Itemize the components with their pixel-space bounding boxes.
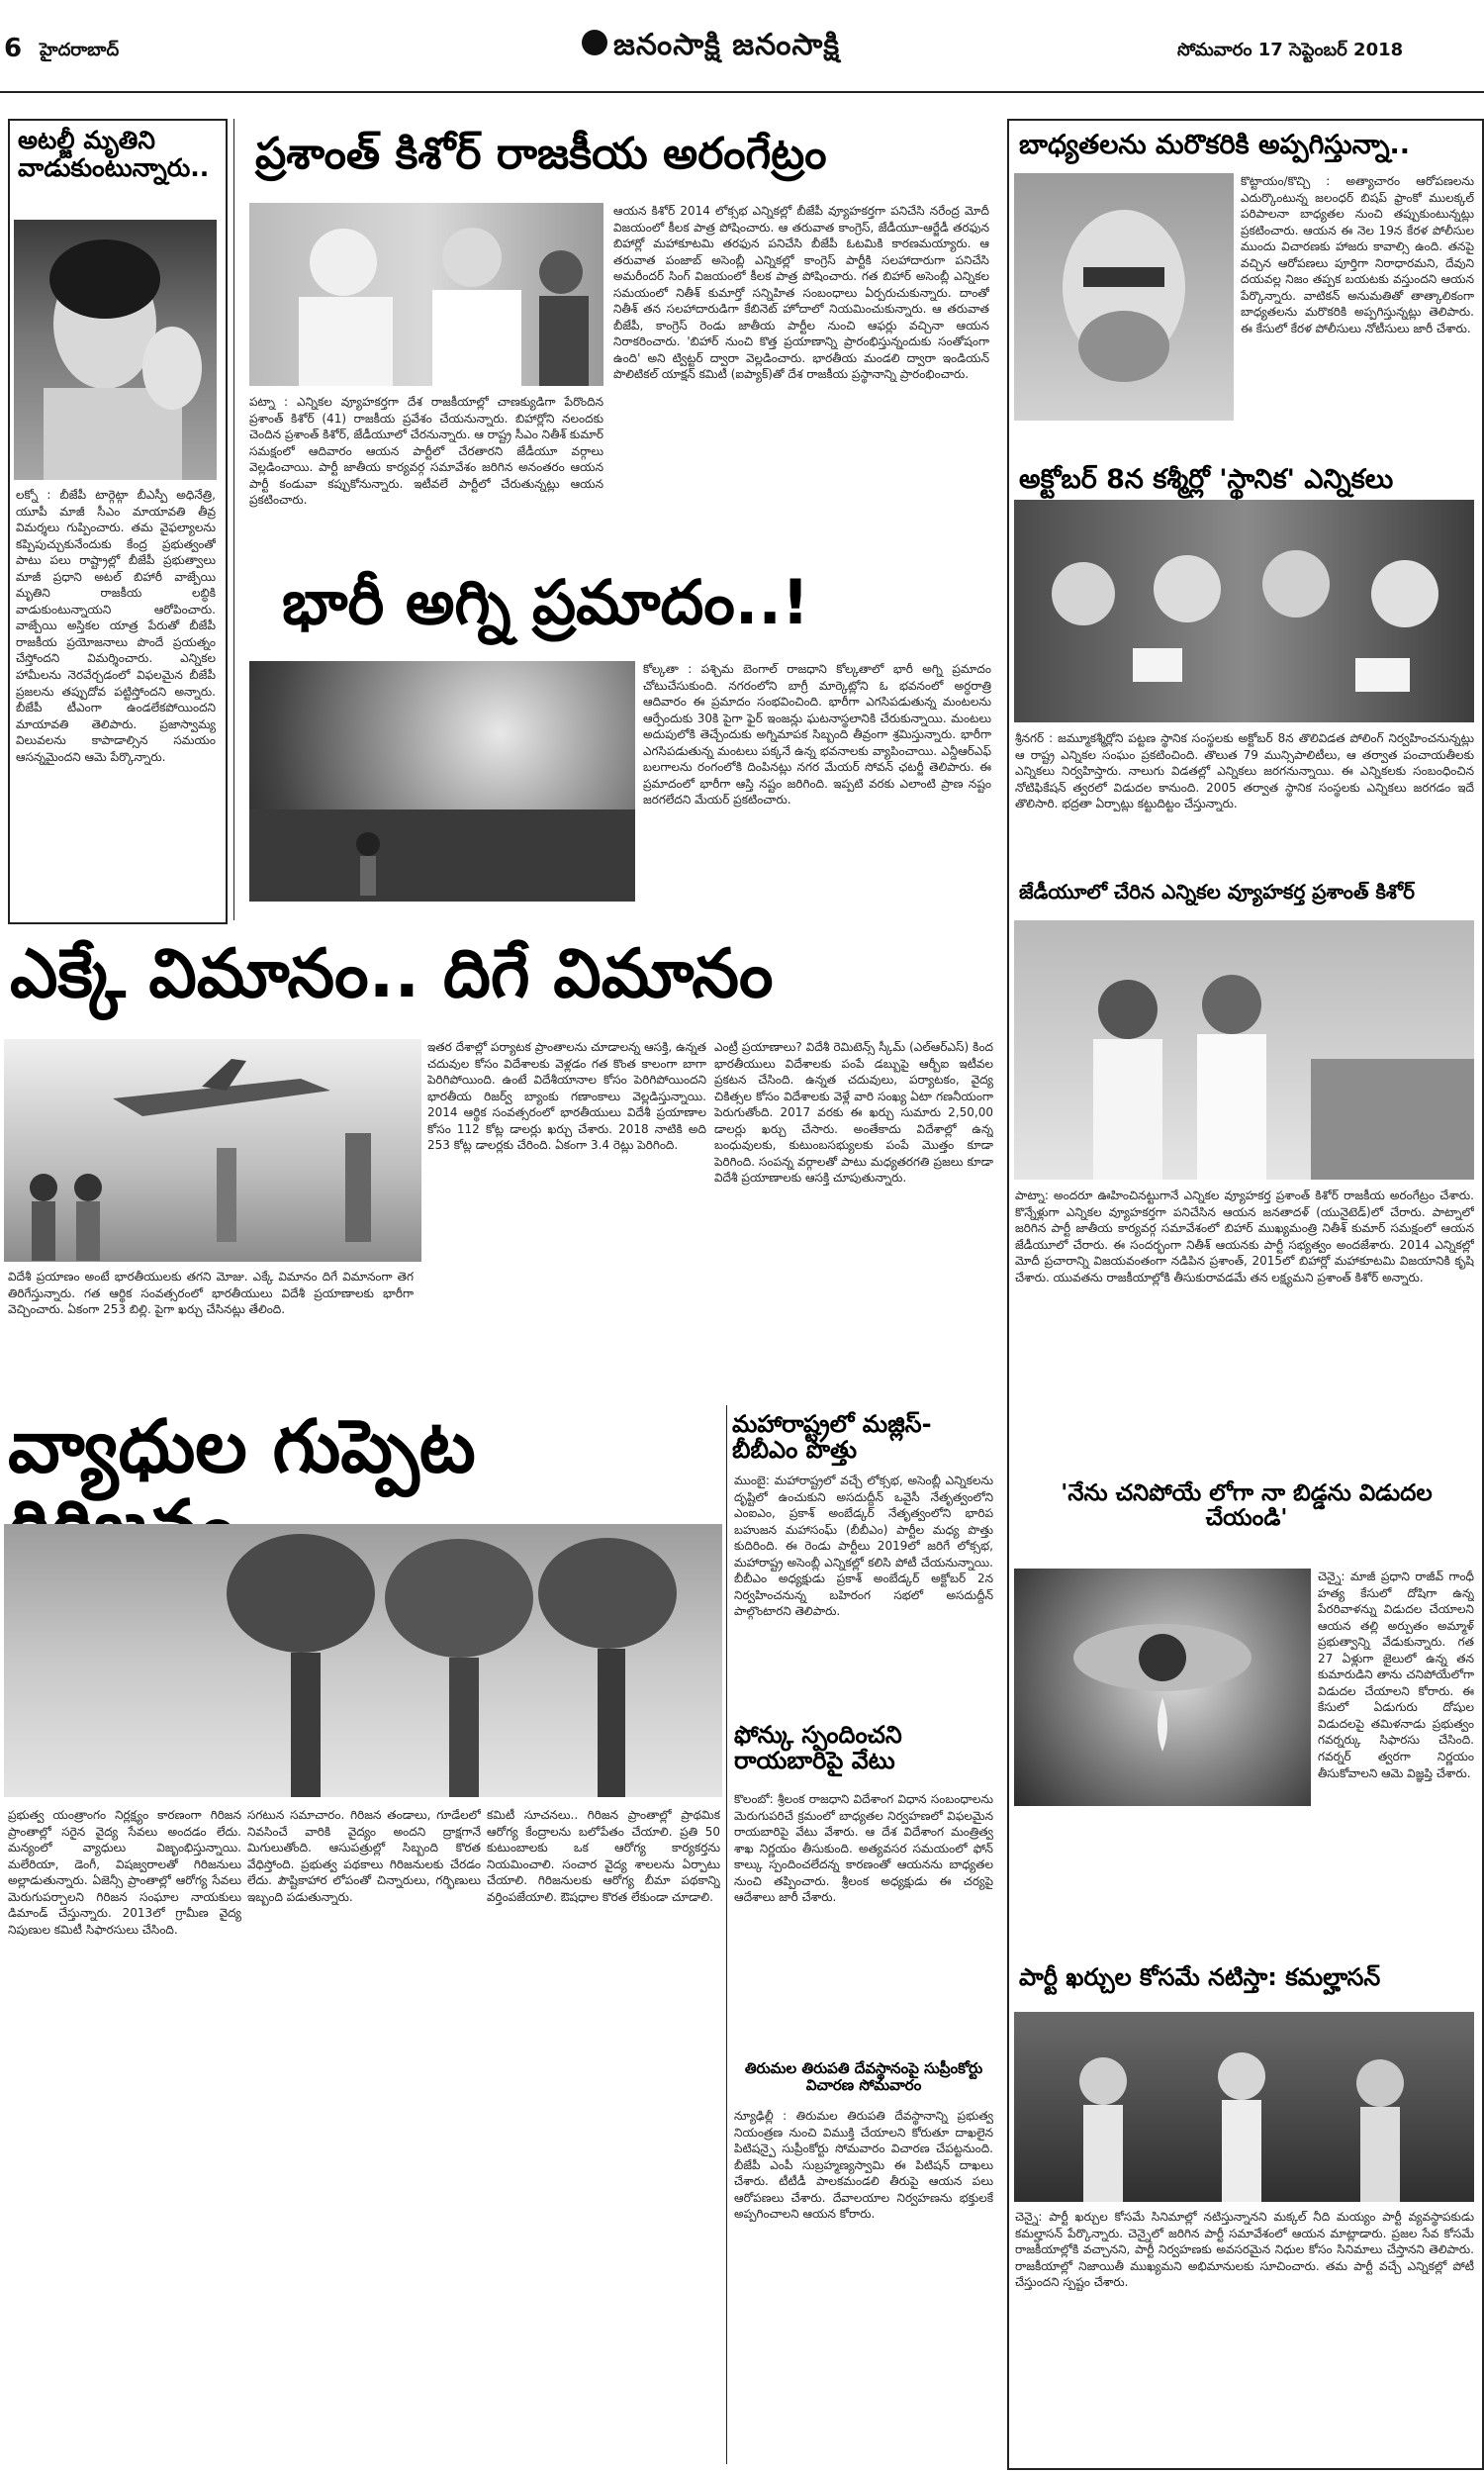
story-kashmir-headline: అక్టోబర్ 8న కశ్మీర్లో 'స్థానిక' ఎన్నికలు (1019, 464, 1394, 495)
story-kamal-body: చెన్నై: పార్టీ ఖర్చుల కోసమే సినిమాల్లో నటిస్తున్నానని మక్కల్ నీది మయ్యం పార్టీ వ్యవస్థాపకుడు కమల్హాసన్ పేర్కొన్నారు. చెన్నైలో జరిగిన పార్టీ సమావేశంలో ఆయన మాట్లాడారు. ప్రజల సేవ కోసమే రాజకీయాల్లోకి వచ్చానని, పార్టీ నిర్వహణకు అవసరమైన నిధుల కోసం సినిమాలు చేస్తానని తెలిపారు. రాజకీయాల్లో నిజాయితీ ముఖ్యమని అభిమానులకు సూచించారు. తమ పార్టీ వచ్చే ఎన్నికల్లో పోటీ చేస్తుందని స్పష్టం చేశారు. (1015, 2210, 1474, 2290)
story-fire-headline: భారీ అగ్ని ప్రమాదం..! (282, 566, 810, 638)
column-rule (726, 1405, 727, 2464)
story-kamal-photo (1014, 2012, 1474, 2202)
story-prashant-body-left: పట్నా : ఎన్నికల వ్యూహకర్తగా దేశ రాజకీయాల్లో చాణక్యుడిగా పేరొందిన ప్రశాంత్ కిశోర్ (41) రాజకీయ ప్రవేశం చేయనున్నారు. బిహార్లోని నలందకు చెందిన ప్రశాంత్ కిశోర్, జేడీయూలో చేరనున్నారు. ఆ రాష్ట్ర సీఎం నితీశ్ కుమార్ సమక్షంలో ఆదివారం ఆయన పార్టీలో చేరతారని జేడీయూ వర్గాలు వెల్లడించాయి. పార్టీ జాతీయ కార్యవర్గ సమావేశం జరిగిన అనంతరం ఆయన పార్టీ కండువా కప్పుకోనున్నారు. ఇటీవలే పార్టీలో చేరుతున్నట్లు ఆయన ప్రకటించారు. (249, 395, 603, 508)
teardrop-eye-icon (1014, 1569, 1311, 1806)
story-phone-headline: ఫోన్కు స్పందించని రాయబారిపై వేటు (734, 1721, 902, 1775)
portrait-bishop-icon (1014, 173, 1234, 421)
story-fire-photo (249, 661, 635, 902)
masthead-logo-icon (582, 30, 607, 55)
story-tribal-photo (4, 1524, 722, 1797)
story-maharashtra-headline: మహారాష్ట్రలో మజ్లిస్-బీబీఎం పొత్తు (732, 1410, 932, 1465)
story-atal-headline: అటల్జీ మృతిని వాడుకుంటున్నారు.. (18, 126, 210, 182)
story-bishop-photo (1014, 173, 1234, 421)
leaders-photo-icon (249, 203, 603, 386)
masthead-title: జనంసాక్షి జనంసాక్షి (613, 28, 841, 62)
firewood-bundles-icon (4, 1524, 722, 1797)
edition-city: హైదరాబాద్ (40, 40, 120, 60)
story-fire-body: కోల్కతా : పశ్చిమ బెంగాల్ రాజధాని కోల్కతాలో భారీ అగ్ని ప్రమాదం చోటుచేసుకుంది. నగరంలోని బాగ్రీ మార్కెట్లోని ఓ భవనంలో అర్ధరాత్రి ఆదివారం ఈ ప్రమాదం సంభవించింది. భారీగా ఎగసిపడుతున్న మంటలను ఆర్పేందుకు 30కి పైగా ఫైర్ ఇంజన్లు ఘటనాస్థలానికి చేరుకున్నాయి. మంటలు అదుపులోకి తెచ్చేందుకు అగ్నిమాపక సిబ్బంది తీవ్రంగా శ్రమిస్తున్నారు. భారీగా ఎగసిపడుతున్న మంటలు పక్కనే ఉన్న భవనాలకు వ్యాపించాయి. ఎన్డీఆర్ఎఫ్ బలగాలను రంగంలోకి దింపినట్లు నగర మేయర్ సోవన్ ఛటర్జీ తెలిపారు. ఈ ప్రమాదంలో భారీగా ఆస్తి నష్టం జరిగింది. ఇప్పటి వరకు ఎలాంటి ప్రాణ నష్టం జరగలేదని మేయర్ ప్రకటించారు. (643, 662, 991, 808)
column-rule (233, 119, 234, 920)
page-number: 6 (4, 34, 23, 63)
story-prashant-photo (249, 203, 603, 386)
fire-smoke-icon (249, 661, 635, 902)
story-tribal-body-col1: ప్రభుత్వ యంత్రాంగం నిర్లక్ష్యం కారణంగా గిరిజన ప్రాంతాల్లో సరైన వైద్య సేవలు అందడం లేదు. మన్యంలో వ్యాధులు విజృంభిస్తున్నాయి. మలేరియా, డెంగీ, విషజ్వరాలతో గిరిజనులు అల్లాడుతున్నారు. ఏజెన్సీ ప్రాంతాల్లో ఆరోగ్య సేవలు మెరుగుపర్చాలని గిరిజన సంఘాల నాయకులు డిమాండ్ చేస్తున్నారు. 2013లో గ్రామీణ వైద్య నిపుణుల కమిటీ సిఫారసులు చేసింది. (8, 1808, 241, 1937)
story-prashant-body-right: ఆయన కిశోర్ 2014 లోక్సభ ఎన్నికల్లో బీజేపీ వ్యూహకర్తగా పనిచేసి నరేంద్ర మోదీ విజయంలో కీలక పాత్ర పోషించారు. ఆ తరువాత కాంగ్రెస్, జేడీయూ-ఆర్జేడీ తరఫున బిహార్లో మహాకూటమి తరఫున పనిచేసి బీజేపీ ఓటమికి కారణమయ్యారు. ఆ తరువాత పంజాబ్ అసెంబ్లీ ఎన్నికల్లో కాంగ్రెస్ పార్టీకి సలహాదారుగా పనిచేసి అమరీందర్ సింగ్ విజయంలో కీలక పాత్ర పోషించారు. గత బిహార్ అసెంబ్లీ ఎన్నికల సమయంలో నితీశ్ కుమార్తో సన్నిహిత సంబంధాలు ఏర్పరుచుకున్నారు. దాంతో నితీశ్ తన సలహాదారుడిగా కేబినెట్ హోదాలో నియమించుకున్నారు. ఆ తరువాత బీజేపీ, కాంగ్రెస్ రెండు జాతీయ పార్టీల నుంచి ఆఫర్లు వచ్చినా ఆయన నిరాకరించారు. 'బిహార్ నుంచి కొత్త ప్రయాణాన్ని ప్రారంభిస్తున్నందుకు సంతోషంగా ఉంది' అని ట్విట్టర్ ద్వారా వెల్లడించారు. భారతీయ మండలి ద్వారా ఇండియన్ పొలిటికల్ యాక్షన్ కమిటీ (ఐప్యాక్)తో దేశ రాజకీయ ప్రస్థానాన్ని ప్రారంభించారు. (613, 204, 989, 382)
story-rajiv-photo (1014, 1569, 1311, 1806)
story-rajiv-headline: 'నేను చనిపోయే లోగా నా బిడ్డను విడుదల చేయండి' (1061, 1480, 1433, 1532)
story-tribal-headline: వ్యాధుల గుప్పెట (8, 1404, 476, 1489)
story-plane-photo (4, 1039, 421, 1262)
story-jdu-photo (1014, 920, 1474, 1180)
story-plane-body-col3: ఎంట్రీ ప్రయాణాలు? విదేశీ రెమిటెన్స్ స్కీమ్ (ఎల్ఆర్ఎస్) కింద భారతీయులు విదేశాలకు పంపే డబ్బుపై ఆర్బీఐ ఇటీవల ప్రకటన చేసింది. ఉన్నత చదువులు, పర్యాటకం, వైద్య చికిత్సల కోసం విదేశాలకు వెళ్లే వారి సంఖ్య ఏటా గణనీయంగా పెరుగుతోంది. 2017 వరకు ఈ ఖర్చు సుమారు 2,50,00 డాలర్లు ఖర్చు చేసారు. అంతేకాదు విదేశాల్లో ఉన్న బంధువులకు, కుటుంబసభ్యులకు పంపే మొత్తం కూడా పెరిగింది. సంపన్న వర్గాలతో పాటు మధ్యతరగతి ప్రజలు కూడా విదేశీ ప్రయాణాలకు ఆసక్తి చూపుతున్నారు. (714, 1040, 993, 1186)
travel-collage-icon (4, 1039, 421, 1262)
story-kamal-headline: పార్టీ ఖర్చుల కోసమే నటిస్తా: కమల్హాసన్ (1019, 1963, 1381, 1991)
story-bishop-headline: బాధ్యతలను మరొకరికి అప్పగిస్తున్నా.. (1019, 130, 1411, 160)
story-plane-body-col2: ఇతర దేశాల్లో పర్యాటక ప్రాంతాలను చూడాలన్న ఆసక్తి, ఉన్నత చదువుల కోసం విదేశాలకు వెళ్లడం గత కొంత కాలంగా బాగా పెరిగిపోయింది. ఉంటే విదేశీయానాల కోసం పెరిగిపోయిందని భారతీయ రిజర్వ్ బ్యాంకు గణాంకాలు వెల్లడిస్తున్నాయి. 2014 ఆర్థిక సంవత్సరంలో భారతీయులు విదేశీ ప్రయాణాల కోసం 112 కోట్ల డాలర్లు ఖర్చు చేశారు. 2018 నాటికి అది 253 కోట్ల డాలర్లకు చేరింది. ఏకంగా 3.4 రెట్లు పెరిగింది. (427, 1040, 706, 1153)
story-plane-body-col1: విదేశీ ప్రయాణం అంటే భారతీయులకు తగని మోజు. ఎక్కే విమానం దిగే విమానంగా తెగ తిరిగేస్తున్నారు. గత ఆర్థిక సంవత్సరంలో భారతీయులు విదేశీ ప్రయాణాలకు భారీగా వెచ్చించారు. ఏకంగా 253 బిల్లి. పైగా ఖర్చు చేసినట్లు తేలింది. (8, 1270, 414, 1317)
story-tribal-body-col3: కమిటీ సూచనలు.. గిరిజన ప్రాంతాల్లో ప్రాథమిక ఆరోగ్య కేంద్రాలను బలోపేతం చేయాలి. ప్రతి 50 కుటుంబాలకు ఒక ఆరోగ్య కార్యకర్తను నియమించాలి. సంచార వైద్య శాలలను ఏర్పాటు చేయాలి. గిరిజనులకు ఆరోగ్య బీమా పథకాన్ని వర్తింపజేయాలి. ఔషధాల కొరత లేకుండా చూడాలి. (487, 1808, 720, 1904)
story-tribal-body-col2: సగటున సమాచారం. గిరిజన తండాలు, గూడేలలో నివసించే వారికి వైద్యం అందని ద్రాక్షగానే మిగులుతోంది. ఆసుపత్రుల్లో సిబ్బంది కొరత వేధిస్తోంది. ప్రభుత్వ పథకాలు గిరిజనులకు చేరడం లేదు. పౌష్టికాహార లోపంతో చిన్నారులు, గర్భిణులు ఇబ్బంది పడుతున్నారు. (247, 1808, 481, 1904)
story-jdu-headline: జేడీయూలో చేరిన ఎన్నికల వ్యూహకర్త ప్రశాంత్ కిశోర్ (1019, 880, 1415, 904)
kamal-event-icon (1014, 2012, 1474, 2202)
story-rajiv-body: చెన్నై: మాజీ ప్రధాని రాజీవ్ గాంధీ హత్య కేసులో దోషిగా ఉన్న పేరరివాళన్ను విడుదల చేయాలని ఆయన తల్లి అర్పుతం అమ్మాళ్ ప్రభుత్వాన్ని వేడుకున్నారు. గత 27 ఏళ్లుగా జైలులో ఉన్న తన కుమారుడిని తాను చనిపోయేలోగా విడుదల చేయాలని కోరారు. ఈ కేసులో ఏడుగురు దోషుల విడుదలపై తమిళనాడు ప్రభుత్వం గవర్నర్కు సిఫారసు చేసింది. గవర్నర్ త్వరగా నిర్ణయం తీసుకోవాలని ఆమె విజ్ఞప్తి చేశారు. (1318, 1570, 1474, 1780)
jdu-event-icon (1014, 920, 1474, 1180)
story-jdu-body: పాట్నా: అందరూ ఊహించినట్టుగానే ఎన్నికల వ్యూహకర్త ప్రశాంత్ కిశోర్ రాజకీయ అరంగేట్రం చేశారు. కొన్నేళ్లుగా ఎన్నికల వ్యూహకర్తగా పనిచేసిన ఆయన జనతాదళ్ (యునైటెడ్)లో చేరారు. పాట్నాలో జరిగిన పార్టీ జాతీయ కార్యవర్గ సమావేశంలో బిహార్ ముఖ్యమంత్రి నితీశ్ కుమార్ సమక్షంలో ఆయన జేడీయూలో చేరారు. ఈ సందర్భంగా నితీశ్ ఆయనకు పార్టీ సభ్యత్వం అందజేశారు. 2014 ఎన్నికల్లో మోదీ ప్రచారాన్ని విజయవంతంగా నడిపిన ప్రశాంత్, 2015లో బిహార్లో మహాకూటమి విజయానికి కృషి చేశారు. యువతను రాజకీయాల్లోకి తీసుకురావడమే తన లక్ష్యమని ప్రశాంత్ కిశోర్ అన్నారు. (1015, 1189, 1474, 1285)
story-prashant-headline: ప్రశాంత్ కిశోర్ రాజకీయ అరంగేట్రం (255, 129, 827, 179)
story-atal-photo (14, 220, 217, 480)
story-maharashtra-body: ముంబై: మహారాష్ట్రలో వచ్చే లోక్సభ, అసెంబ్లీ ఎన్నికలను దృష్టిలో ఉంచుకుని అసదుద్దీన్ ఒవైసీ నేతృత్వంలోని ఎంఐఎం, ప్రకాశ్ అంబేడ్కర్ నేతృత్వంలోని భారిప బహుజన మహాసంఘ్ (బీబీఎం) పార్టీల మధ్య పొత్తు కుదిరింది. ఈ రెండు పార్టీలు 2019లో జరిగే లోక్సభ, మహారాష్ట్ర అసెంబ్లీ ఎన్నికల్లో కలిసి పోటీ చేయనున్నాయి. బీబీఎం అధ్యక్షుడు ప్రకాశ్ అంబేడ్కర్ అక్టోబర్ 2న నిర్వహించనున్న బహిరంగ సభలో అసదుద్దీన్ పాల్గొంటారని తెలిపారు. (734, 1474, 993, 1619)
voters-queue-icon (1014, 500, 1474, 722)
story-atal-body: లక్నో : బీజేపీ టార్గెట్గా బీఎస్పీ అధినేత్రి, యూపీ మాజీ సీఎం మాయావతి తీవ్ర విమర్శలు గుప్పించారు. తమ వైఫల్యాలను కప్పిపుచ్చుకునేందుకు కేంద్ర ప్రభుత్వంతో పాటు పలు రాష్ట్రాల్లో బీజేపీ ప్రభుత్వాలు మాజీ ప్రధాని అటల్ బిహారీ వాజ్పేయి మృతిని రాజకీయ లబ్ధికి వాడుకుంటున్నాయని ఆరోపించారు. వాజ్పేయి అస్తికల యాత్ర పేరుతో బీజేపీ రాజకీయ ప్రయోజనాలు పొందే ప్రయత్నం చేస్తోందని విమర్శించారు. ఎన్నికల హామీలను నెరవేర్చడంలో విఫలమైన బీజేపీ ప్రజలను తప్పుదోవ పట్టిస్తోందని అన్నారు. బీజేపీ టీఎంగా ఉండలేకపోయిందని మాయావతి తెలిపారు. ప్రజాస్వామ్య విలువలను కాపాడాల్సిన సమయం ఆసన్నమైందని ఆమె పేర్కొన్నారు. (16, 488, 216, 764)
story-plane-headline: ఎక్కే విమానం.. దిగే విమానం (10, 935, 774, 1013)
story-bishop-body: కొట్టాయం/కొచ్చి : అత్యాచారం ఆరోపణలను ఎదుర్కొంటున్న జలంధర్ బిషప్ ఫ్రాంకో ములక్కల్ పరిపాలనా బాధ్యతల నుంచి తప్పుకుంటున్నట్లు ప్రకటించారు. ఆయన ఈ నెల 19న కేరళ పోలీసుల ముందు విచారణకు హాజరు కావాల్సి ఉంది. తనపై వచ్చిన ఆరోపణలు పూర్తిగా నిరాధారమని, దేవుని దయవల్ల నిజం తప్పక బయటకు వస్తుందని ఆయన పేర్కొన్నారు. వాటికన్ అనుమతితో తాత్కాలికంగా బాధ్యతలను మరొకరికి అప్పగిస్తున్నట్లు తెలిపారు. ఈ కేసులో కేరళ పోలీసులు నోటీసులు జారీ చేశారు. (1241, 174, 1474, 335)
edition-date: సోమవారం 17 సెప్టెంబర్ 2018 (1177, 40, 1404, 60)
story-kashmir-photo (1014, 500, 1474, 722)
portrait-figure-icon (14, 220, 217, 480)
story-phone-body: కొలంబో: శ్రీలంక రాజధాని విదేశాంగ విధాన సంబంధాలను మెరుగుపరిచే క్రమంలో బాధ్యతల నిర్వహణలో విఫలమైన రాయబారిపై వేటు వేశారు. ఆ దేశ విదేశాంగ మంత్రిత్వ శాఖ నిర్ణయం తీసుకుంది. అత్యవసర సమయంలో ఫోన్ కాల్కు స్పందించలేదన్న కారణంతో ఆయనను బాధ్యతల నుంచి తప్పించారు. శ్రీలంక అధ్యక్షుడు ఈ చర్యపై ఆదేశాలు జారీ చేశారు. (734, 1792, 993, 1905)
story-tirumala-body: న్యూఢిల్లీ : తిరుమల తిరుపతి దేవస్థానాన్ని ప్రభుత్వ నియంత్రణ నుంచి విముక్తి చేయాలని కోరుతూ దాఖలైన పిటిషన్పై సుప్రీంకోర్టు సోమవారం విచారణ చేపట్టనుంది. బీజేపీ ఎంపీ సుబ్రహ్మణ్యస్వామి ఈ పిటిషన్ దాఖలు చేశారు. టీటీడీ పాలకమండలి తీరుపై ఆయన పలు ఆరోపణలు చేశారు. దేవాలయాల నిర్వహణను భక్తులకే అప్పగించాలని ఆయన కోరారు. (734, 2109, 993, 2222)
story-kashmir-body: శ్రీనగర్ : జమ్మూకశ్మీర్లోని పట్టణ స్థానిక సంస్థలకు అక్టోబర్ 8న తొలివిడత పోలింగ్ నిర్వహించనున్నట్లు ఆ రాష్ట్ర ఎన్నికల సంఘం ప్రకటించింది. తొలుత 79 మున్సిపాలిటీలు, ఆ తర్వాత పంచాయతీలకు ఎన్నికలు నిర్వహిస్తారు. నాలుగు విడతల్లో ఎన్నికలు జరగనున్నాయి. ఈ ఎన్నికలకు సంబంధించిన నోటిఫికేషన్ త్వరలో విడుదల కానుంది. 2005 తర్వాత స్థానిక సంస్థలకు ఎన్నికలు జరగడం ఇదే తొలిసారి. భద్రతా ఏర్పాట్లు కట్టుదిట్టం చేస్తున్నారు. (1015, 731, 1474, 811)
story-tirumala-headline: తిరుమల తిరుపతి దేవస్థానంపై సుప్రీంకోర్టు విచారణ సోమవారం (744, 2059, 983, 2094)
